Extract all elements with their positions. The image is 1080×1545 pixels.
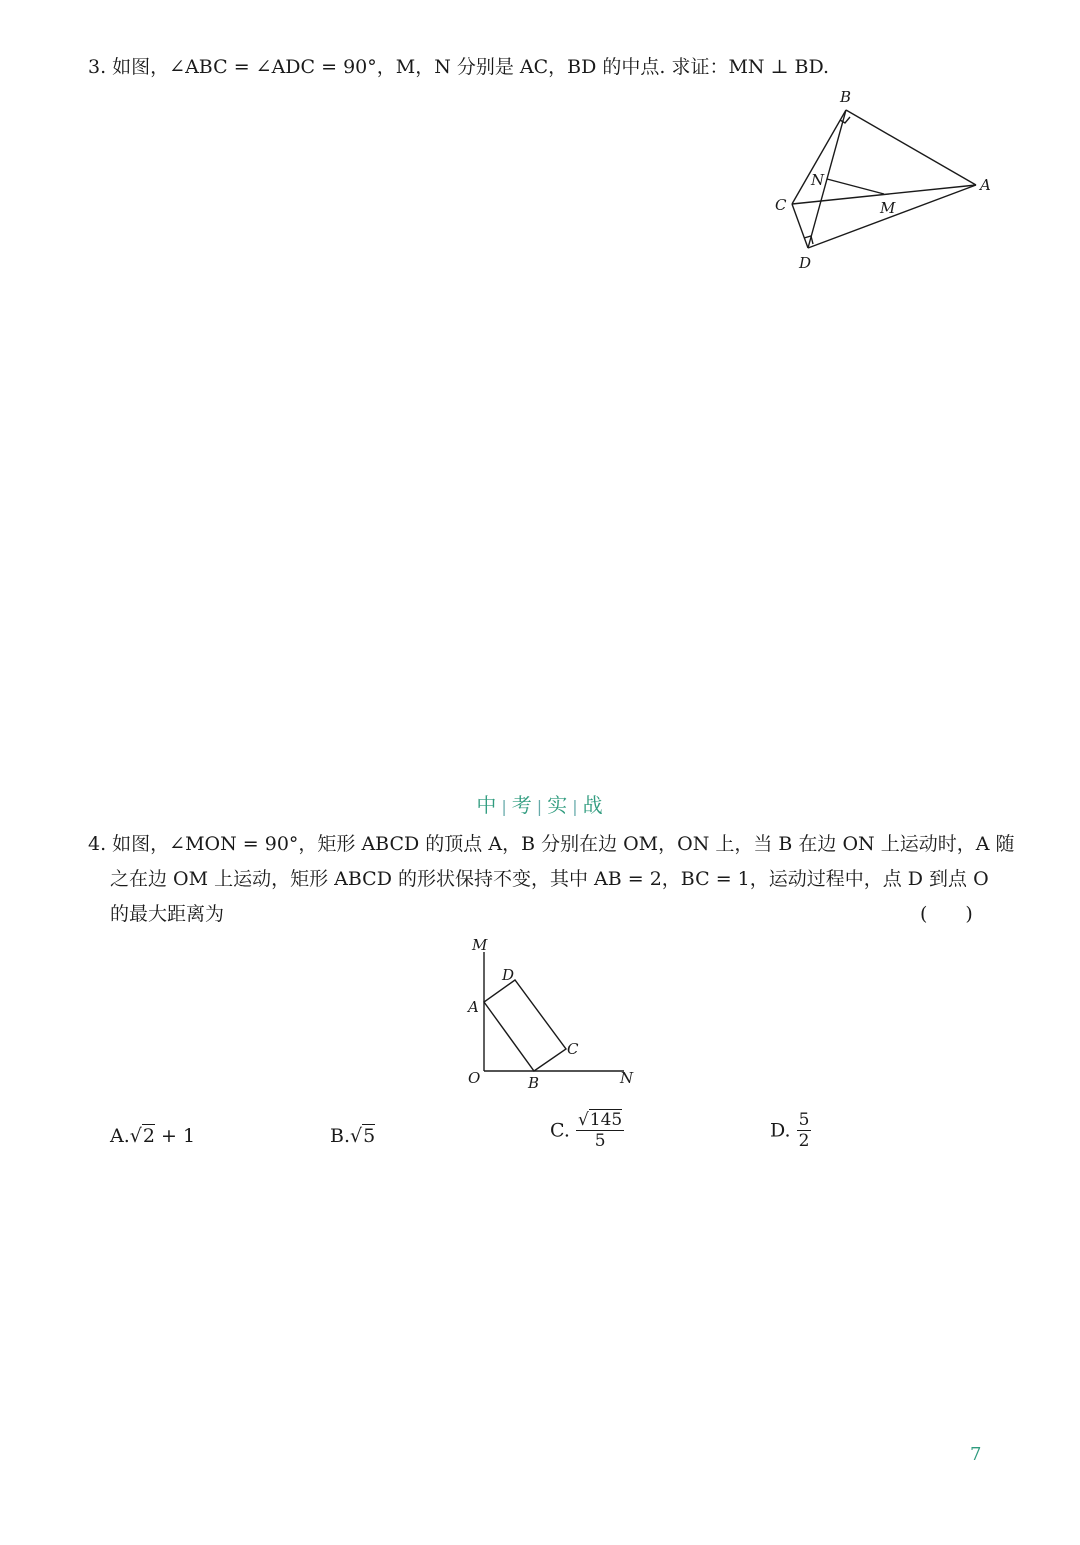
segment-bc — [792, 110, 846, 204]
problem-4-line-1: 4. 如图，∠MON = 90°，矩形 ABCD 的顶点 A，B 分别在边 OM，ON 上，当 B 在边 ON 上运动时，A 随 — [88, 833, 1015, 855]
label-d: D — [799, 254, 812, 272]
label-c: C — [775, 196, 787, 214]
option-c-denominator: 5 — [594, 1131, 606, 1151]
label-o: O — [468, 1069, 481, 1087]
section-title-char-3: 实 — [547, 793, 569, 817]
sqrt-sign: √ — [129, 1125, 142, 1147]
section-title-char-1: 中 — [476, 793, 498, 817]
label-b: B — [840, 88, 852, 106]
sqrt-sign: √ — [350, 1125, 363, 1147]
label-m: M — [880, 199, 896, 217]
option-d-denominator: 2 — [798, 1131, 810, 1151]
option-d-label: D. — [770, 1119, 791, 1142]
option-a-label: A. — [110, 1125, 130, 1147]
label-c: C — [567, 1040, 579, 1058]
option-d-fraction — [797, 1110, 812, 1151]
label-b: B — [528, 1074, 540, 1090]
option-c-fraction — [576, 1110, 624, 1151]
section-title — [0, 789, 1080, 818]
option-b-label: B. — [330, 1125, 351, 1147]
problem-3-text: 3. 如图，∠ABC = ∠ADC = 90°，M，N 分别是 AC，BD 的中点. 求证：MN ⊥ BD. — [88, 56, 830, 78]
option-b-radicand: 5 — [363, 1125, 376, 1147]
label-n: N — [811, 171, 825, 189]
label-d: D — [502, 966, 515, 984]
option-c-numerator-radicand: 145 — [589, 1110, 623, 1130]
section-title-char-2: 考 — [511, 793, 533, 817]
problem-3-figure — [768, 84, 1008, 274]
answer-bracket: ( ) — [920, 903, 973, 925]
problem-4-line-2: 之在边 OM 上运动，矩形 ABCD 的形状保持不变，其中 AB = 2，BC = 1，运动过程中，点 D 到点 O — [110, 868, 989, 890]
section-title-separator: | — [572, 797, 579, 816]
section-title-separator: | — [536, 797, 544, 816]
segment-mn — [827, 179, 884, 194]
problem-4-figure — [460, 930, 650, 1090]
label-m: M — [472, 936, 488, 954]
option-a — [110, 1123, 195, 1149]
section-title-separator: | — [501, 797, 508, 816]
sqrt-sign: √ — [577, 1110, 589, 1130]
segment-cd — [792, 204, 808, 248]
option-d — [770, 1110, 811, 1151]
option-a-rest: + 1 — [161, 1125, 196, 1147]
rectangle-abcd — [484, 980, 566, 1071]
option-c — [550, 1110, 624, 1151]
option-a-radicand: 2 — [142, 1125, 155, 1147]
section-title-char-4: 战 — [582, 793, 604, 817]
option-d-numerator: 5 — [798, 1110, 810, 1130]
label-a: A — [468, 998, 479, 1016]
segment-ab — [846, 110, 976, 185]
option-c-label: C. — [550, 1119, 570, 1142]
problem-4-line-3: 的最大距离为 — [110, 903, 225, 925]
label-a: A — [980, 176, 991, 194]
page-number: 7 — [970, 1444, 982, 1465]
option-b — [330, 1123, 375, 1149]
label-n: N — [620, 1069, 634, 1087]
